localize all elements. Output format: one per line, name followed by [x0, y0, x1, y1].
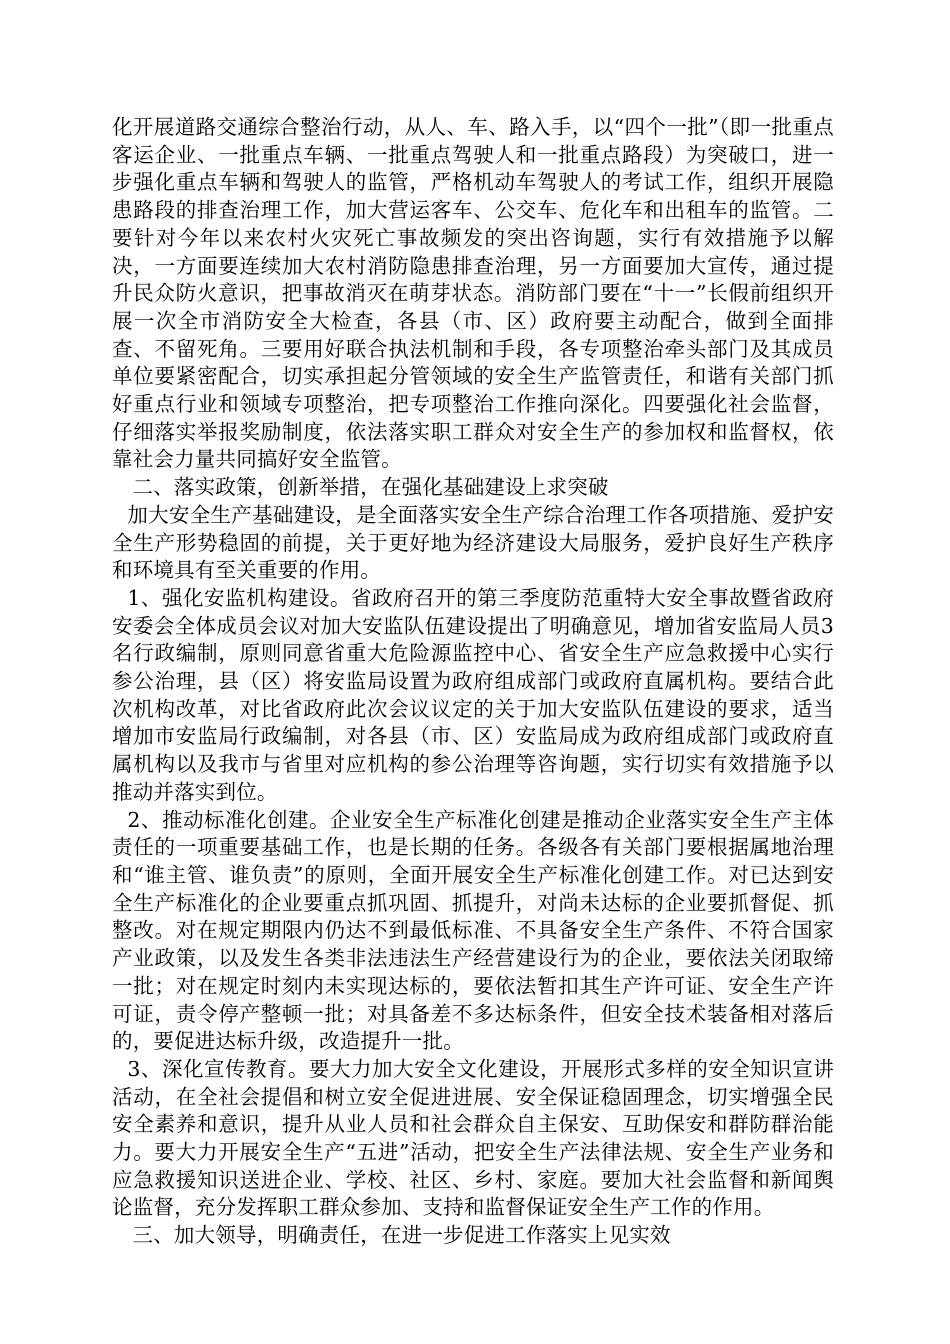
section-heading-3: 三、加大领导，明确责任，在进一步促进工作落实上见实效: [132, 1223, 671, 1248]
paragraph-foundation-intro: 加大安全生产基础建设，是全面落实安全生产综合治理工作各项措施、爱护安全生产形势稳固的前提，关于更好地为经济建设大局服务，爱护良好生产秩序和环境具有至关重要的作用。: [112, 502, 834, 583]
paragraph-traffic-fire-enforcement: 化开展道路交通综合整治行动，从人、车、路入手，以“四个一批”（即一批重点客运企业、一批重点车辆、一批重点驾驶人和一批重点路段）为突破口，进一步强化重点车辆和驾驶人的监管，严格机动车驾驶人的考试工作，组织开展隐患路段的排查治理工作，加大营运客车、公交车、危化车和出租车的监管。二要针对今年以来农村火灾死亡事故频发的突出咨询题，实行有效措施予以解决，一方面要连续加大农村消防隐患排查治理，另一方面要加大宣传，通过提升民众防火意识，把事故消灭在萌芽状态。消防部门要在“十一”长假前组织开展一次全市消防安全大检查，各县（市、区）政府要主动配合，做到全面排查、不留死角。三要用好联合执法机制和手段，各专项整治牵头部门及其成员单位要紧密配合，切实承担起分管领域的安全生产监管责任，和谐有关部门抓好重点行业和领域专项整治，把专项整治工作推向深化。四要强化社会监督，仔细落实举报奖励制度，依法落实职工群众对安全生产的参加权和监督权，依靠社会力量共同搞好安全监管。: [112, 115, 834, 472]
paragraph-item-3-publicity-education: 3、深化宣传教育。要大力加大安全文化建设，开展形式多样的安全知识宣讲活动，在全社会提倡和树立安全促进进展、安全保证稳固理念，切实增强全民安全素养和意识，提升从业人员和社会群众自主保安、互助保安和群防群治能力。要大力开展安全生产“五进”活动，把安全生产法律法规、安全生产业务和应急救援知识送进企业、学校、社区、乡村、家庭。要加大社会监督和新闻舆论监督，充分发挥职工群众参加、支持和监督保证安全生产工作的作用。: [112, 1056, 834, 1220]
paragraph-item-2-standardization: 2、推动标准化创建。企业安全生产标准化创建是推动企业落实安全生产主体责任的一项重要基础工作，也是长期的任务。各级各有关部门要根据属地治理和“谁主管、谁负责”的原则，全面开展安全生产标准化创建工作。对已达到安全生产标准化的企业要重点抓巩固、抓提升，对尚未达标的企业要抓督促、抓整改。对在规定期限内仍达不到最低标准、不具备安全生产条件、不符合国家产业政策，以及发生各类非法违法生产经营建设行为的企业，要依法关闭取缔一批；对在规定时刻内未实现达标的，要依法暂扣其生产许可证、安全生产许可证，责令停产整顿一批；对具备差不多达标条件，但安全技术装备相对落后的，要促进达标升级，改造提升一批。: [112, 807, 834, 1054]
paragraph-item-1-agency-building: 1、强化安监机构建设。省政府召开的第三季度防范重特大安全事故暨省政府安委会全体成员会议对加大安监队伍建设提出了明确意见，增加省安监局人员3名行政编制，原则同意省重大危险源监控中心、省安全生产应急救援中心实行参公治理，县（区）将安监局设置为政府组成部门或政府直属机构。要结合此次机构改革，对比省政府此次会议议定的关于加大安监队伍建设的要求，适当增加市安监局行政编制，对各县（市、区）安监局成为政府组成部门或政府直属机构以及我市与省里对应机构的参公治理等咨询题，实行切实有效措施予以推动并落实到位。: [112, 585, 834, 804]
section-heading-2: 二、落实政策，创新举措，在强化基础建设上求突破: [132, 475, 609, 500]
document-body: [112, 114, 834, 1250]
